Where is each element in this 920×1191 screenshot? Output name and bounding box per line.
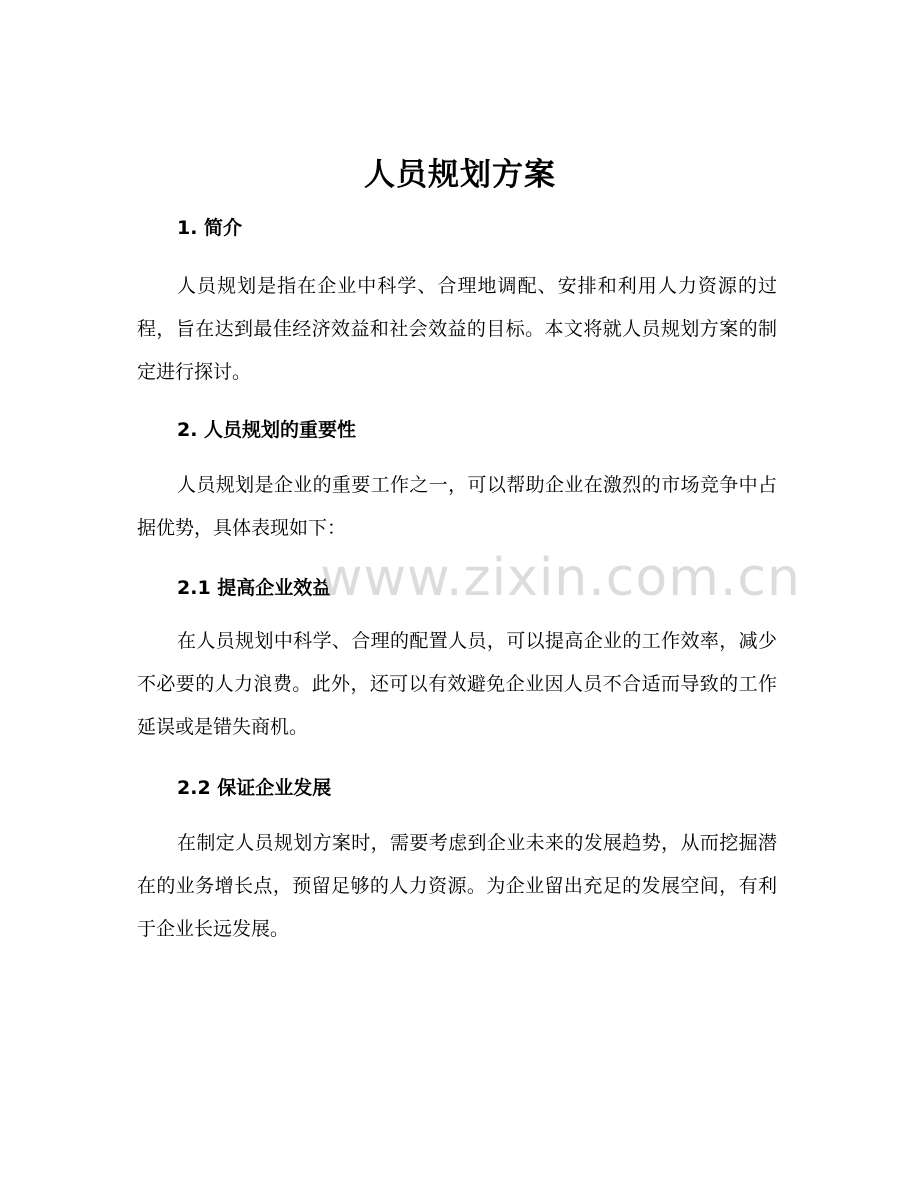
- section-heading-development: 2.2 保证企业发展: [177, 777, 332, 799]
- document-title: 人员规划方案: [364, 157, 556, 193]
- section-paragraph-development: 在制定人员规划方案时，需要考虑到企业未来的发展趋势，从而挖掘潜在的业务增长点，预留足够的人力资源。为企业留出充足的发展空间，有利于企业长远发展。: [137, 832, 777, 940]
- watermark-text: www.zixin.com.cn: [320, 548, 801, 608]
- section-paragraph-intro: 人员规划是指在企业中科学、合理地调配、安排和利用人力资源的过程，旨在达到最佳经济效益和社会效益的目标。本文将就人员规划方案的制定进行探讨。: [137, 275, 777, 383]
- section-paragraph-importance: 人员规划是企业的重要工作之一，可以帮助企业在激烈的市场竞争中占据优势，具体表现如下：: [137, 474, 777, 539]
- section-heading-importance: 2. 人员规划的重要性: [177, 419, 357, 441]
- section-paragraph-efficiency: 在人员规划中科学、合理的配置人员，可以提高企业的工作效率，减少不必要的人力浪费。此外，还可以有效避免企业因人员不合适而导致的工作延误或是错失商机。: [137, 630, 777, 738]
- section-heading-intro: 1. 简介: [177, 217, 243, 239]
- section-heading-efficiency: 2.1 提高企业效益: [177, 577, 332, 599]
